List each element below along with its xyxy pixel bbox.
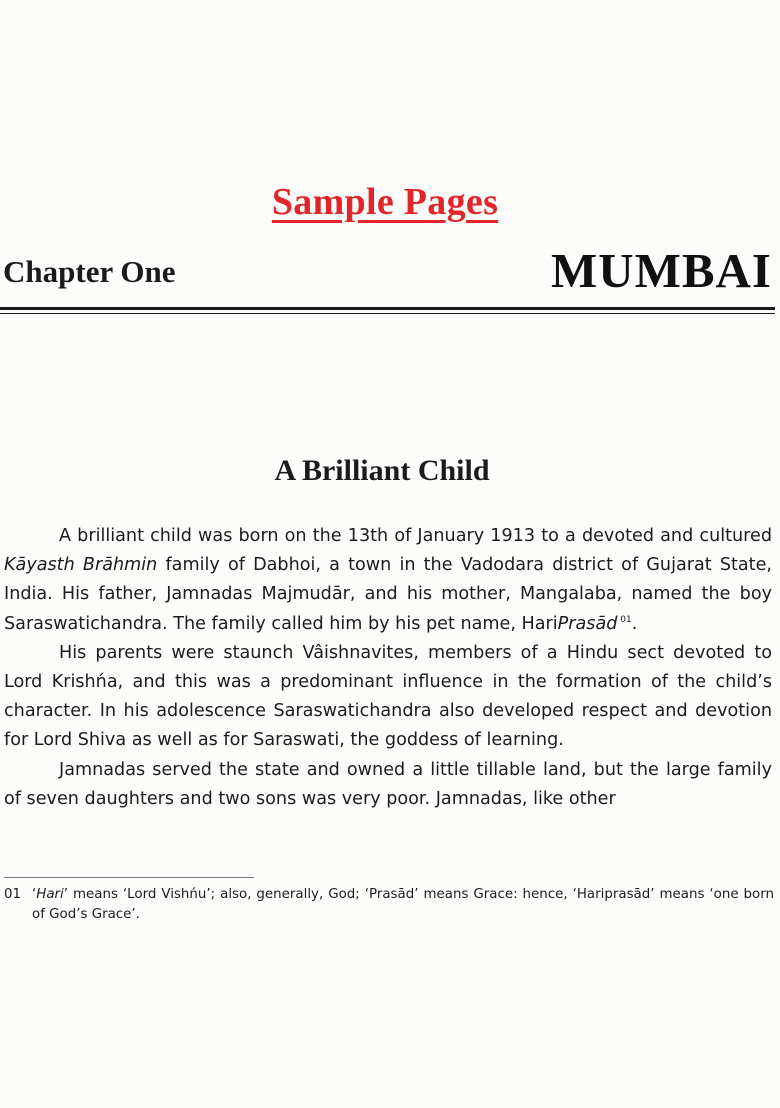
paragraph-1-text-b: family of Dabhoi, a town in the Vadodara district of Gujarat State, India. His father, Jamnadas Majmudār, and his mother, Mangalaba, named the boy Saraswatichandra. The family called him by his pet name, Hari [4,555,772,634]
footnote-term: Hari [36,887,64,902]
footnote-reference[interactable]: 01 [620,614,632,625]
footnote [4,885,774,925]
paragraph-1 [4,522,772,639]
section-title: A Brilliant Child [274,454,490,487]
paragraph-1-italic-caste: Kāyasth Brāhmin [4,555,158,576]
chapter-title: MUMBAI [550,243,772,298]
sample-pages-watermark: Sample Pages [271,181,499,223]
footnote-body: ’ means ‘Lord Vishńu’; also, generally, God; ‘Prasād’ means Grace: hence, ‘Hariprasād’ means ‘one born of God’s Grace’. [32,887,774,922]
footnote-divider [4,877,254,878]
footnote-open-quote: ‘ [32,887,37,902]
paragraph-1-text-c: . [631,613,638,634]
chapter-rule-thin [0,313,775,314]
chapter-label: Chapter One [3,254,176,289]
paragraph-3: Jamnadas served the state and owned a little tillable land, but the large family of seven daughters and two sons was very poor. Jamnadas, like other [4,759,772,809]
chapter-rule-thick [0,307,775,310]
body-text [4,522,772,814]
paragraph-1-text-a: A brilliant child was born on the 13th of January 1913 to a devoted and cultured [59,526,772,546]
paragraph-1-italic-prasad: Prasād [557,613,618,634]
paragraph-2: His parents were staunch Vâishnavites, members of a Hindu sect devoted to Lord Krishńa, and this was a predominant influence in the formation of the child’s character. In his adolescence Saraswatichandra also developed respect and devotion for Lord Shiva as well as for Saraswati, the goddess of learning. [4,642,772,751]
footnote-number: 01 [4,887,22,902]
footnote-text [32,885,774,925]
